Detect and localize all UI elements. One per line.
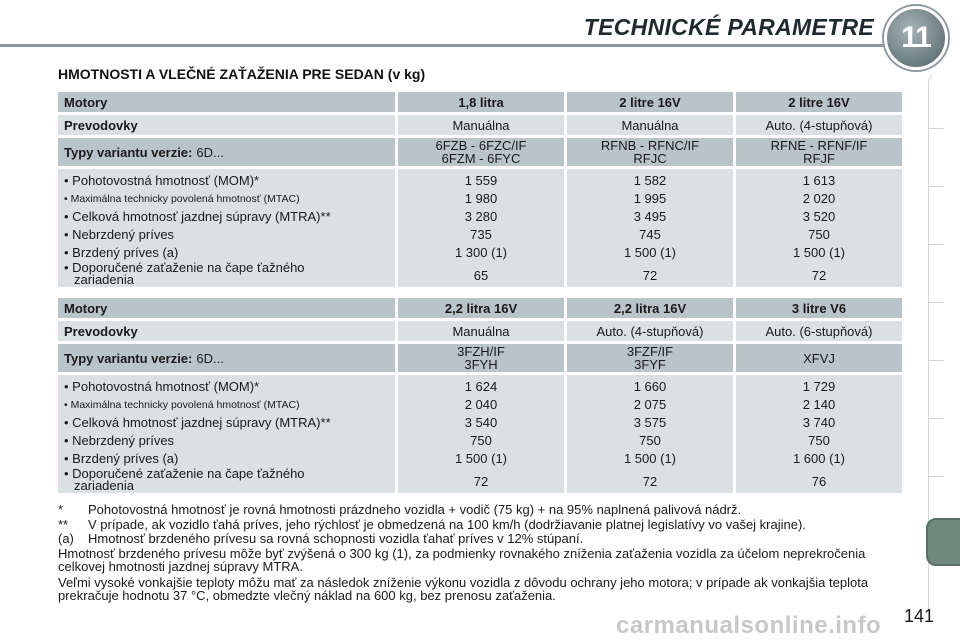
mass-label-line: • Doporučené zaťaženie na čape ťažného	[64, 466, 305, 481]
mass-value: 1 500 (1)	[623, 451, 677, 466]
mass-value: 72	[473, 474, 489, 489]
variant-line: RFJF	[803, 151, 835, 166]
mass-value: 1 500 (1)	[792, 245, 846, 260]
gearbox-value: Auto. (4-stupňová)	[736, 115, 902, 135]
chapter-badge	[884, 6, 948, 70]
variant-line: XFVJ	[803, 350, 835, 366]
mass-label: • Brzdený príves (a)	[64, 451, 179, 466]
spec-table-2	[58, 298, 904, 493]
mass-value: 1 600 (1)	[792, 451, 846, 466]
engine-label: Motory	[58, 92, 395, 112]
footnote	[58, 518, 908, 532]
variant-line: 3FYF	[634, 357, 666, 372]
footnote-text: Pohotovostná hmotnosť je rovná hmotnosti prázdneho vozidla + vodič (75 kg) + na 95% naplnená palivová nádrž.	[88, 502, 742, 517]
gearbox-row	[58, 321, 904, 341]
mass-labels	[58, 375, 395, 493]
mass-value: 76	[811, 474, 827, 489]
mass-values	[567, 169, 733, 287]
chapter-tab-active[interactable]	[926, 518, 960, 566]
spec-table-1	[58, 92, 904, 287]
gearbox-value: Manuálna	[567, 115, 733, 135]
variant-line: 3FZF/IF	[626, 344, 674, 359]
variant-value	[736, 138, 902, 166]
mass-label: • Celková hmotnosť jazdnej súpravy (MTRA)**	[64, 209, 331, 224]
variant-label-text: Typy variantu verzie:	[64, 350, 193, 366]
chapter-title: TECHNICKÉ PARAMETRE	[583, 14, 874, 40]
mass-label: • Pohotovostná hmotnosť (MOM)*	[64, 173, 260, 188]
tab-divider	[928, 244, 944, 245]
mass-values	[398, 375, 564, 493]
mass-value: 750	[470, 433, 492, 448]
mass-value: 1 582	[633, 173, 667, 188]
footnote-mark: **	[58, 516, 69, 532]
variant-line: RFJC	[633, 151, 667, 166]
engine-row	[58, 298, 904, 318]
footnote-text: V prípade, ak vozidlo ťahá príves, jeho rýchlosť je obmedzená na 100 km/h (dodržiavanie platnej legislatívy vo vašej krajine).	[88, 516, 806, 532]
mass-value: 1 729	[802, 379, 836, 394]
gearbox-value: Auto. (6-stupňová)	[736, 321, 902, 341]
mass-values	[736, 375, 902, 493]
variant-row	[58, 138, 904, 166]
footnote	[58, 503, 908, 517]
mass-value: 1 500 (1)	[623, 245, 677, 260]
mass-value: 3 575	[633, 415, 667, 430]
mass-label: • Pohotovostná hmotnosť (MOM)*	[64, 379, 260, 394]
mass-label: • Nebrzdený príves	[64, 433, 175, 448]
mass-label: • Maximálna technicky povolená hmotnosť (MTAC)	[64, 399, 300, 411]
engine-value: 2,2 litra 16V	[567, 298, 733, 318]
tab-divider	[928, 476, 944, 477]
gearbox-value: Auto. (4-stupňová)	[567, 321, 733, 341]
mass-values	[736, 169, 902, 287]
mass-value: 2 020	[802, 191, 836, 206]
mass-value: 1 660	[633, 379, 667, 394]
mass-label: • Maximálna technicky povolená hmotnosť (MTAC)	[64, 193, 300, 205]
mass-value: 750	[639, 433, 661, 448]
mass-value: 2 040	[464, 397, 498, 412]
engine-value: 2,2 litra 16V	[398, 298, 564, 318]
variant-value	[736, 344, 902, 372]
mass-value: 750	[808, 433, 830, 448]
engine-value: 1,8 litra	[398, 92, 564, 112]
mass-label: • Celková hmotnosť jazdnej súpravy (MTRA)**	[64, 415, 331, 430]
variant-value	[567, 138, 733, 166]
variant-line: 3FZH/IF	[457, 344, 505, 359]
footnotes	[58, 503, 908, 605]
variant-prefix: 6D...	[196, 350, 224, 366]
tab-divider	[928, 302, 944, 303]
mass-value: 72	[642, 268, 658, 283]
mass-label-line: zariadenia	[74, 478, 134, 493]
mass-data-block	[58, 375, 904, 493]
gearbox-label: Prevodovky	[58, 321, 395, 341]
mass-values	[567, 375, 733, 493]
variant-line: 6FZB - 6FZC/IF	[435, 138, 527, 153]
page-header	[0, 0, 960, 52]
paragraph: Veľmi vysoké vonkajšie teploty môžu mať za následok zníženie výkonu vozidla z dôvodu ochrany jeho motora; v prípade ak vonkajšia teplota prekračuje hodnotu 37 °C, obmedzte vlečný náklad na 600 kg, bez prenosu zaťaženia.	[58, 574, 869, 603]
paragraph: Hmotnosť brzdeného prívesu môže byť zvýšená o 300 kg (1), za podmienky rovnakého zníženia zaťaženia vozidla za účelom neprekročenia celkovej hmotnosti jazdnej súpravy MTRA.	[58, 545, 866, 574]
tab-divider	[928, 360, 944, 361]
variant-line: 6FZM - 6FYC	[441, 151, 521, 166]
engine-value: 2 litre 16V	[736, 92, 902, 112]
mass-labels	[58, 169, 395, 287]
tab-divider	[928, 186, 944, 187]
section-title: HMOTNOSTI A VLEČNÉ ZAŤAŽENIA PRE SEDAN (v kg)	[58, 66, 426, 82]
mass-value: 3 495	[633, 209, 667, 224]
variant-label	[58, 138, 395, 166]
engine-label: Motory	[58, 298, 395, 318]
mass-value: 2 140	[802, 397, 836, 412]
variant-label	[58, 344, 395, 372]
mass-value: 1 613	[802, 173, 836, 188]
variant-line: RFNB - RFNC/IF	[600, 138, 700, 153]
variant-label-text: Typy variantu verzie:	[64, 144, 193, 160]
mass-value: 3 520	[802, 209, 836, 224]
gearbox-row	[58, 115, 904, 135]
footnote-mark: *	[58, 502, 64, 517]
mass-value: 1 559	[464, 173, 498, 188]
variant-value	[398, 344, 564, 372]
mass-label	[64, 468, 395, 496]
watermark: carmanualsonline.info	[616, 612, 882, 639]
mass-values	[398, 169, 564, 287]
footnote	[58, 532, 908, 546]
mass-data-block	[58, 169, 904, 287]
variant-value	[398, 138, 564, 166]
gearbox-value: Manuálna	[398, 321, 564, 341]
variant-line: 3FYH	[464, 357, 498, 372]
tab-divider	[928, 418, 944, 419]
mass-label	[64, 262, 395, 290]
mass-value: 750	[808, 227, 830, 242]
mass-value: 1 980	[464, 191, 498, 206]
variant-value	[567, 344, 733, 372]
tab-divider	[928, 128, 944, 129]
chapter-number: 11	[901, 21, 931, 54]
variant-prefix: 6D...	[196, 144, 224, 160]
mass-value: 1 624	[464, 379, 498, 394]
gearbox-value: Manuálna	[398, 115, 564, 135]
footnote-mark: (a)	[58, 531, 74, 546]
engine-value: 2 litre 16V	[567, 92, 733, 112]
footnote-text: Hmotnosť brzdeného prívesu sa rovná schopnosti vozidla ťahať príves v 12% stúpaní.	[88, 531, 584, 546]
mass-label: • Brzdený príves (a)	[64, 245, 179, 260]
mass-value: 1 300 (1)	[454, 245, 508, 260]
mass-value: 745	[639, 227, 661, 242]
mass-label-line: • Doporučené zaťaženie na čape ťažného	[64, 260, 305, 275]
mass-label: • Nebrzdený príves	[64, 227, 175, 242]
mass-value: 2 075	[633, 397, 667, 412]
mass-value: 735	[470, 227, 492, 242]
engine-row	[58, 92, 904, 112]
mass-value: 1 500 (1)	[454, 451, 508, 466]
variant-row	[58, 344, 904, 372]
mass-value: 1 995	[633, 191, 667, 206]
mass-value: 3 740	[802, 415, 836, 430]
engine-value: 3 litre V6	[736, 298, 902, 318]
gearbox-label: Prevodovky	[58, 115, 395, 135]
mass-value: 65	[473, 268, 489, 283]
variant-line: RFNE - RFNF/IF	[770, 138, 868, 153]
mass-value: 72	[811, 268, 827, 283]
header-rule	[0, 44, 890, 47]
page-number: 141	[904, 606, 935, 626]
mass-value: 3 540	[464, 415, 498, 430]
mass-value: 72	[642, 474, 658, 489]
mass-value: 3 280	[464, 209, 498, 224]
mass-label-line: zariadenia	[74, 272, 134, 287]
